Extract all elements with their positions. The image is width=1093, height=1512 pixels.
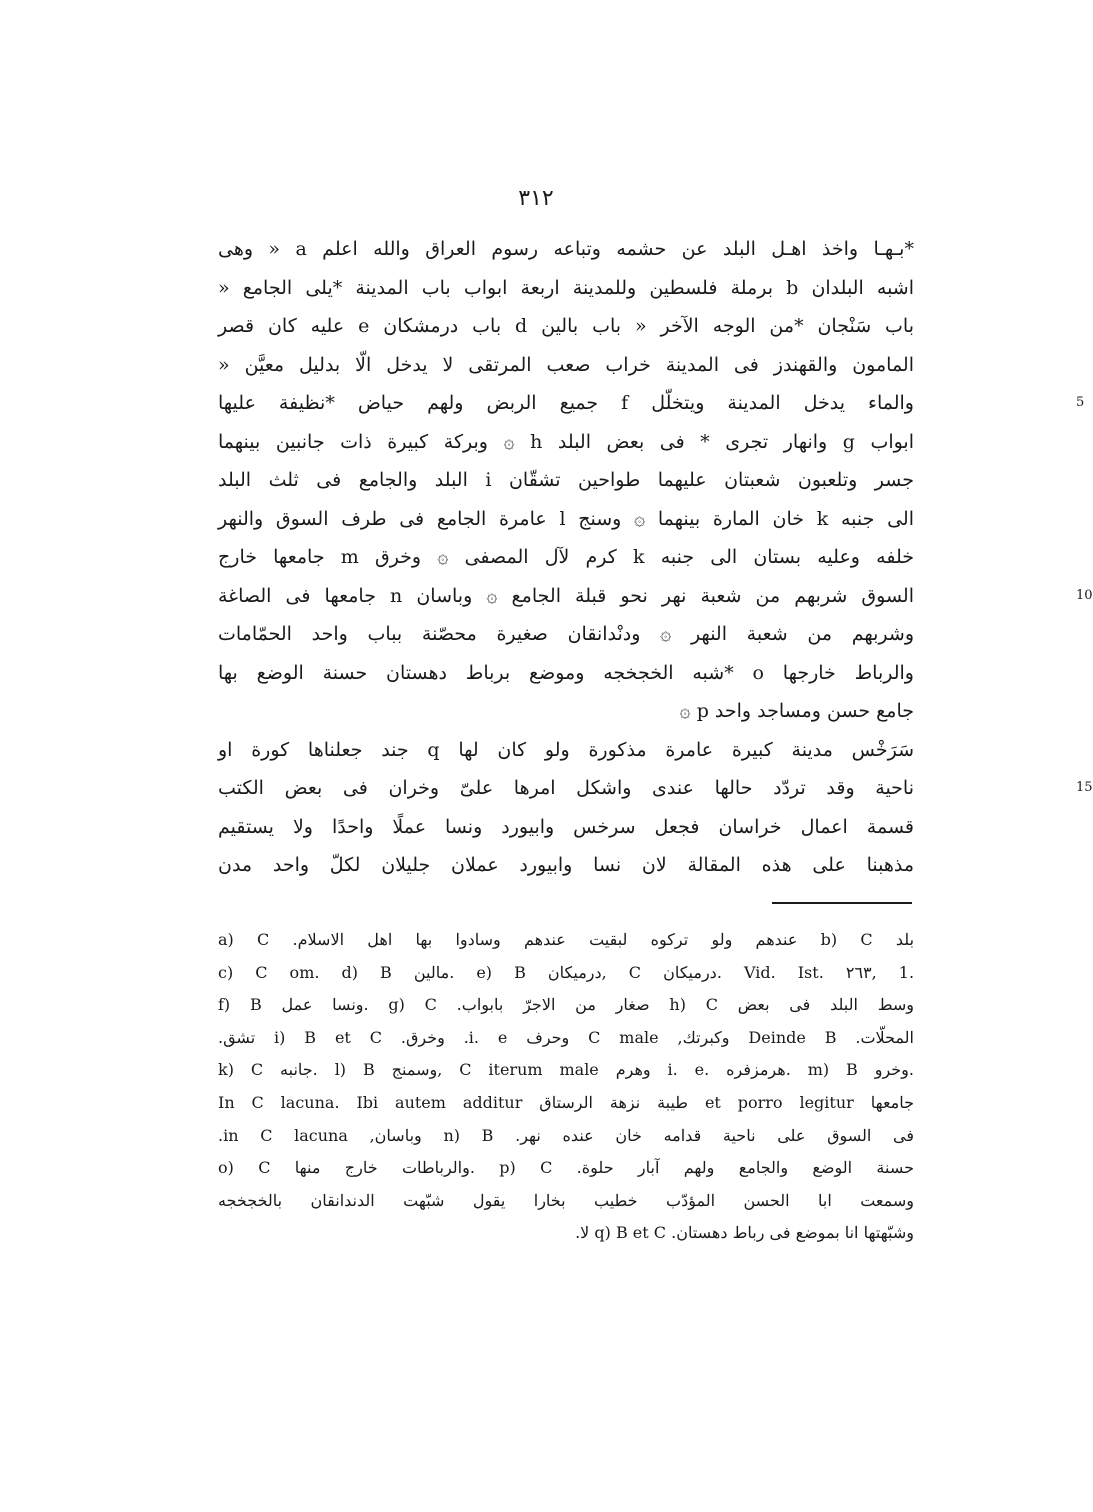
text-line bbox=[218, 731, 914, 770]
line-number: 15 bbox=[1076, 780, 1093, 795]
text-line bbox=[218, 384, 1085, 423]
text-line-content: مذهبنا على هذه المقالة لان نسا وابيورد عملان جليلان لكلّ واحد مدن bbox=[218, 854, 914, 876]
text-line bbox=[218, 307, 914, 346]
main-text-block bbox=[218, 230, 1093, 885]
text-line bbox=[218, 654, 914, 693]
text-line bbox=[218, 615, 914, 654]
line-number: 10 bbox=[1076, 587, 1093, 603]
text-line bbox=[218, 423, 914, 462]
text-line-content: المامون والقهندز فى المدينة خراب صعب المرتقى لا يدخل الّا بدليل معيَّن « bbox=[218, 353, 914, 376]
text-line-content: والماء يدخل المدينة ويتخلّل f جميع الربض ولهم حياض *نظيفة عليها bbox=[218, 392, 914, 414]
text-line-content: باب سَنْجان *من الوجه الآخر « باب بالين d باب درمشكان e عليه كان قصر bbox=[218, 315, 915, 337]
page-number: ٣١٢ bbox=[518, 186, 554, 211]
text-line bbox=[218, 692, 914, 731]
text-line-content: *بـهـا واخذ اهـل البلد عن حشمه وتباعه رسوم العراق والله اعلم a « وهى bbox=[218, 238, 914, 260]
text-line-content: الى جنبه k خان المارة بينهما ۞ وسنج l عامرة الجامع فى طرف السوق والنهر bbox=[218, 507, 914, 530]
footnote-line: k) C جانبه. l) B وسمنج, C iterum male وهرم i. e. هرمزفره. m) B وخرو. bbox=[218, 1060, 914, 1080]
footnote-divider bbox=[772, 902, 912, 904]
text-line bbox=[218, 769, 1093, 808]
text-line-content: اشبه البلدان b برملة فلسطين وللمدينة اربعة ابواب باب المدينة *يلى الجامع « bbox=[218, 276, 915, 299]
text-line bbox=[218, 461, 914, 500]
text-line-content: ابواب g وانهار تجرى * فى بعض البلد h ۞ وبركة كبيرة ذات جانبين بينهما bbox=[218, 430, 914, 453]
text-line-content: ناحية وقد تردّد حالها عندى واشكل امرها علىّ وخران فى بعض الكتب bbox=[218, 777, 914, 799]
text-line bbox=[218, 538, 914, 577]
footnote-line: c) C om. d) B مالين. e) B درميكان, C درميكان. Vid. Ist. ٢٦٣, 1. bbox=[218, 962, 915, 982]
text-line-content: وشربهم من شعبة النهر ۞ ودنْدانقان صغيرة محصّنة بباب واحد الحمّامات bbox=[218, 623, 914, 645]
text-line bbox=[218, 500, 914, 539]
footnote-line: المحلّات. Deinde B وكبرتك, C male وحرف i. e. وخرق. i) B et C تشق. bbox=[218, 1027, 914, 1047]
footnotes-block bbox=[218, 924, 914, 1250]
line-number: 5 bbox=[1076, 395, 1085, 410]
text-line-content: السوق شربهم من شعبة نهر نحو قبلة الجامع ۞ وباسان n جامعها فى الصاغة bbox=[218, 584, 915, 607]
text-line bbox=[218, 846, 914, 885]
text-line-content: جسر وتلعبون شعبتان عليهما طواحين تشقّان i البلد والجامع فى ثلث البلد bbox=[218, 469, 914, 491]
text-line-content: جامع حسن ومساجد واحد p ۞ bbox=[679, 700, 914, 722]
text-line-content: خلفه وعليه بستان الى جنبه k كرم لآل المصفى ۞ وخرق m جامعها خارج bbox=[218, 546, 914, 568]
footnote-line: a) C .عندهم ولو تركوه لبقيت عندهم وسادوا بها اهل الاسلام b) C بلد bbox=[218, 930, 915, 949]
text-line bbox=[218, 346, 914, 385]
text-line bbox=[218, 230, 914, 269]
text-line bbox=[218, 269, 914, 308]
text-line-content: سَرَخْس مدينة كبيرة عامرة مذكورة ولو كان لها q جند جعلناها كورة او bbox=[218, 738, 914, 761]
text-line bbox=[218, 577, 1093, 616]
footnote-line: وسمعت ابا الحسن المؤدّب خطيب بخارا يقول شبّهت الدندانقان بالخجخجه bbox=[218, 1190, 914, 1210]
footnote-line: In C lacuna. Ibi autem additur طيبة نزهة الرستاق et porro legitur جامعها bbox=[218, 1092, 914, 1112]
footnote-line: فى السوق على ناحية قدامه خان عنده نهر. n) B وباسان, in C lacuna. bbox=[218, 1125, 915, 1145]
text-line-content: قسمة اعمال خراسان فجعل سرخس وابيورد ونسا عملًا واحدًا ولا يستقيم bbox=[218, 815, 914, 838]
footnote-line: f) B ونسا عمل. g) C .صغار من الاجرّ بابواب h) C وسط البلد فى بعض bbox=[218, 995, 915, 1015]
text-line-content: والرباط خارجها o *شبه الخجخجه وموضع برباط دهستان حسنة الوضع بها bbox=[218, 661, 914, 684]
footnote-line: وشبّهتها انا بموضع فى رباط دهستان. q) B et C لا. bbox=[575, 1223, 914, 1243]
footnote-line: o) C والرباطات خارج منها. p) C .حسنة الوضع والجامع ولهم آبار حلوة bbox=[218, 1158, 915, 1178]
text-line bbox=[218, 808, 914, 847]
